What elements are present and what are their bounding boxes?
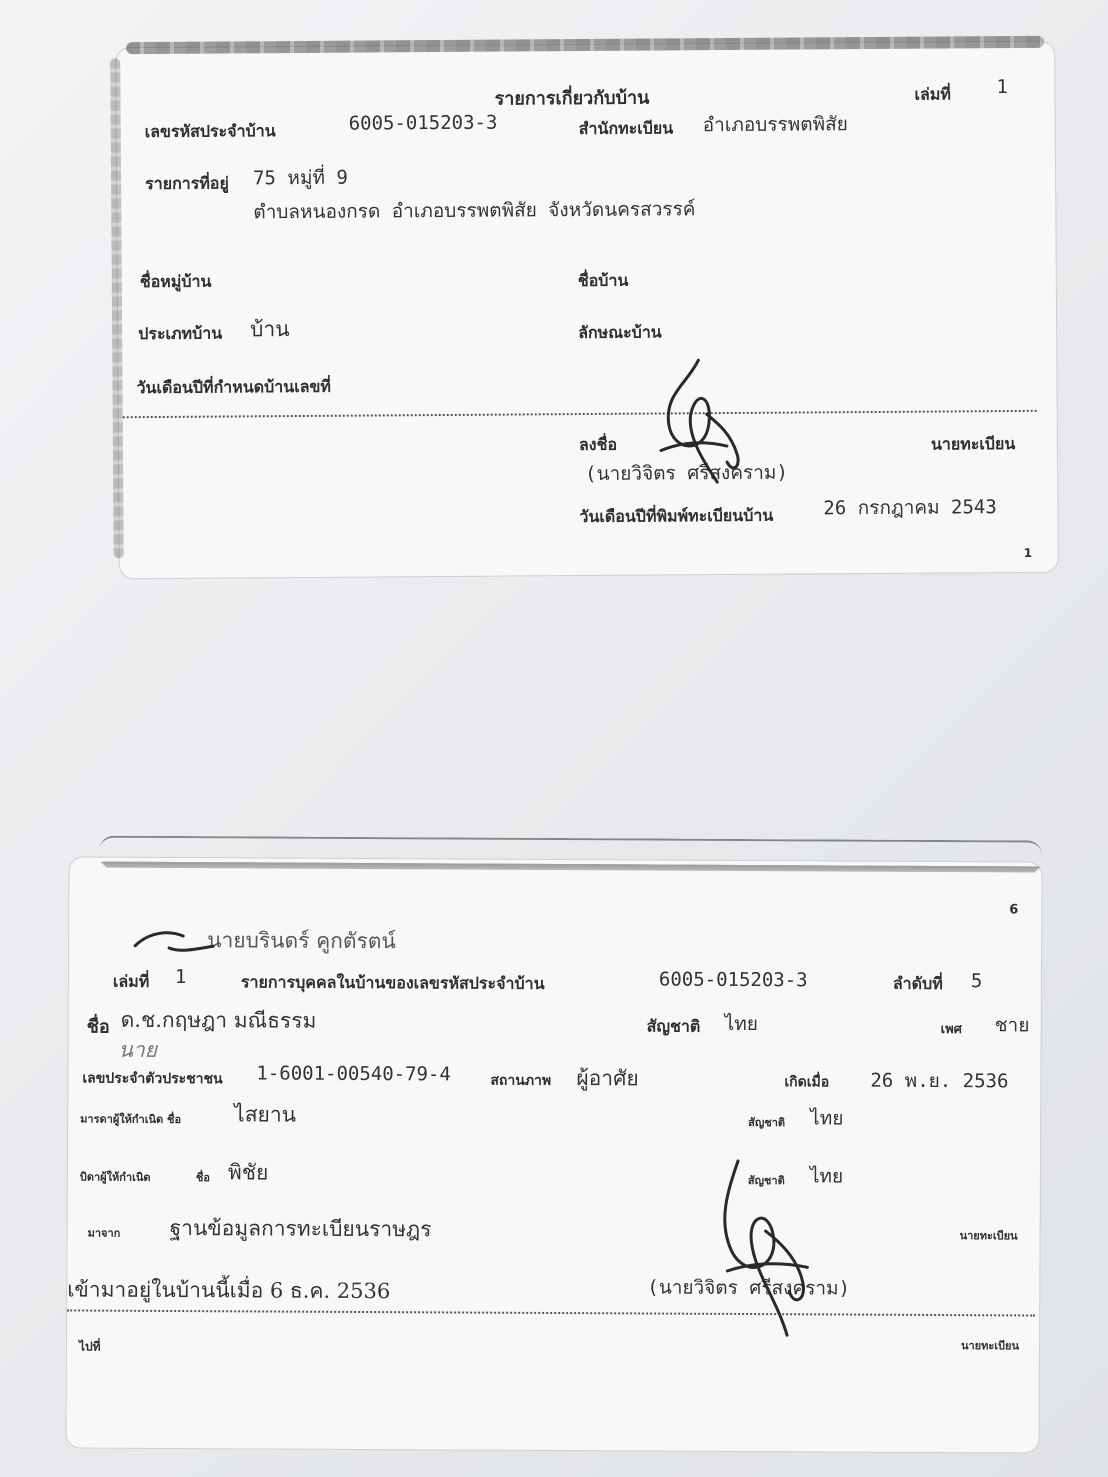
person-details-card <box>66 857 1041 1452</box>
volume-label: เล่มที่ <box>914 84 951 104</box>
nationality-label: สัญชาติ <box>646 1016 701 1036</box>
card-left-edge <box>110 58 123 558</box>
dotted-separator <box>123 410 1037 418</box>
address-line-1: 75 หมู่ที่ 9 <box>252 166 348 190</box>
registrar-label-2: นายทะเบียน <box>960 1339 1020 1353</box>
house-type-label: ประเภทบ้าน <box>138 323 223 344</box>
signature-image <box>707 1151 828 1342</box>
father-name-label: ชื่อ <box>195 1171 210 1185</box>
order-value: 5 <box>970 970 983 993</box>
signature-image <box>646 354 757 495</box>
father-nationality-label: สัญชาติ <box>747 1174 785 1188</box>
moved-in-text: เข้ามาอยู่ในบ้านนี้เมื่อ 6 ธ.ค. 2536 <box>67 1277 391 1304</box>
card-stack-edges <box>100 836 1042 867</box>
sex-label: เพศ <box>940 1022 962 1038</box>
village-name-label: ชื่อหมู่บ้าน <box>139 271 212 292</box>
volume-label: เล่มที่ <box>112 971 150 991</box>
house-details-card <box>116 42 1058 579</box>
address-label: รายการที่อยู่ <box>145 173 229 194</box>
volume-value: 1 <box>174 966 187 989</box>
print-date-value: 26 กรกฎาคม 2543 <box>823 496 997 520</box>
name-value: ด.ช.กฤษฎา มณีธรรม <box>120 1007 317 1033</box>
name-label: ชื่อ <box>86 1016 110 1038</box>
volume-value: 1 <box>996 76 1008 99</box>
print-date-label: วันเดือนปีที่พิมพ์ทะเบียนบ้าน <box>579 505 774 527</box>
status-label: สถานภาพ <box>490 1072 552 1089</box>
office-label: สำนักทะเบียน <box>578 118 674 139</box>
registrar-label: นายทะเบียน <box>959 1229 1018 1243</box>
card-title: รายการเกี่ยวกับบ้าน <box>494 87 650 110</box>
order-label: ลำดับที่ <box>892 973 943 994</box>
registrar-name: (นายวิจิตร ศรีสงคราม) <box>647 1276 851 1300</box>
mother-value: ไสยาน <box>234 1102 297 1127</box>
birth-value: 26 พ.ย. 2536 <box>870 1069 1009 1093</box>
mother-nationality-label: สัญชาติ <box>748 1116 786 1130</box>
status-value: ผู้อาศัย <box>576 1066 639 1091</box>
father-label: บิดาผู้ให้กำเนิด <box>79 1170 151 1184</box>
mother-label: มารดาผู้ให้กำเนิด ชื่อ <box>80 1112 182 1127</box>
birth-label: เกิดเมื่อ <box>784 1074 830 1091</box>
house-code-label: เลขรหัสประจำบ้าน <box>144 121 276 142</box>
father-value: พิชัย <box>227 1160 269 1185</box>
registrar-label: นายทะเบียน <box>930 434 1016 454</box>
house-name-label: ชื่อบ้าน <box>577 270 629 291</box>
name-correction: นาย <box>118 1037 158 1062</box>
father-nationality-value: ไทย <box>809 1165 844 1188</box>
id-value: 1-6001-00540-79-4 <box>256 1062 451 1086</box>
handwritten-arrow <box>129 922 219 962</box>
house-nature-label: ลักษณะบ้าน <box>578 322 662 343</box>
address-line-2: ตำบลหนองกรด อำเภอบรรพตพิสัย จังหวัดนครสวรรค์ <box>253 198 696 224</box>
person-list-label: รายการบุคคลในบ้านของเลขรหัสประจำบ้าน <box>240 972 545 993</box>
card-page-number: 1 <box>1023 545 1033 560</box>
card-torn-top-edge <box>126 36 1044 54</box>
handwritten-note: นายบรินดร์ คูกตัรตน์ <box>207 928 396 954</box>
house-code-value: 6005-015203-3 <box>348 111 498 135</box>
card-page-number: 6 <box>1009 902 1019 918</box>
nationality-value: ไทย <box>724 1012 758 1036</box>
sign-label: ลงชื่อ <box>578 434 618 455</box>
sex-value: ชาย <box>994 1014 1030 1037</box>
dotted-separator <box>67 1309 1035 1316</box>
registrar-name: (นายวิจิตร ศรีสงคราม) <box>585 461 788 486</box>
id-label: เลขประจำตัวประชาชน <box>82 1070 223 1088</box>
mother-nationality-value: ไทย <box>810 1107 844 1130</box>
number-date-label: วันเดือนปีที่กำหนดบ้านเลขที่ <box>136 376 332 398</box>
office-value: อำเภอบรรพตพิสัย <box>702 113 848 137</box>
to-label: ไปที่ <box>78 1339 101 1354</box>
house-type-value: บ้าน <box>250 317 290 342</box>
house-code-value: 6005-015203-3 <box>658 968 808 992</box>
from-label: มาจาก <box>87 1226 121 1240</box>
from-value: ฐานข้อมูลการทะเบียนราษฎร <box>169 1215 432 1242</box>
